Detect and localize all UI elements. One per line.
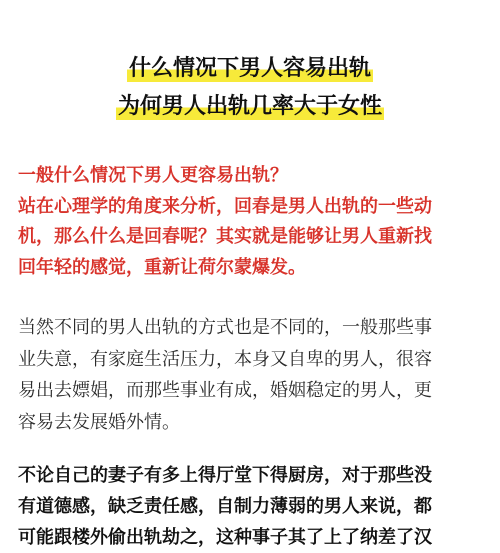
paragraph-line: 有道德感，缺乏责任感，自制力薄弱的男人来说，都: [18, 496, 432, 517]
paragraph-line: 当然不同的男人出轨的方式也是不同的，一般那些事: [18, 317, 432, 338]
emphasis-paragraph: [18, 460, 488, 553]
intro-question-paragraph: [18, 161, 488, 283]
paragraph-line: 一般什么情况下男人更容易出轨？: [18, 165, 288, 186]
title-line-2: 为何男人出轨几率大于女性: [117, 94, 382, 119]
paragraph-line: 机，那么什么是回春呢？其实就是能够让男人重新找: [18, 226, 432, 247]
paragraph-line: 回年轻的感觉，重新让荷尔蒙爆发。: [18, 256, 306, 278]
paragraph-line: 不论自己的妻子有多上得厅堂下得厨房，对于那些没: [18, 465, 432, 486]
article-title: [0, 55, 500, 131]
title-line-1: 什么情况下男人容易出轨: [128, 56, 371, 81]
paragraph-line: 易出去嫖娼，而那些事业有成，婚姻稳定的男人，更: [18, 380, 432, 401]
paragraph-line: 业失意，有家庭生活压力，本身又自卑的男人，很容: [18, 348, 432, 370]
paragraph-line: 站在心理学的角度来分析，回春是男人出轨的一些动: [18, 195, 432, 217]
body-paragraph: [18, 312, 488, 438]
paragraph-line: 可能跟楼外偷出轨劫之，这种事子其了上了纳差了汉: [18, 527, 432, 548]
paragraph-line: 容易去发展婚外情。: [18, 411, 180, 433]
